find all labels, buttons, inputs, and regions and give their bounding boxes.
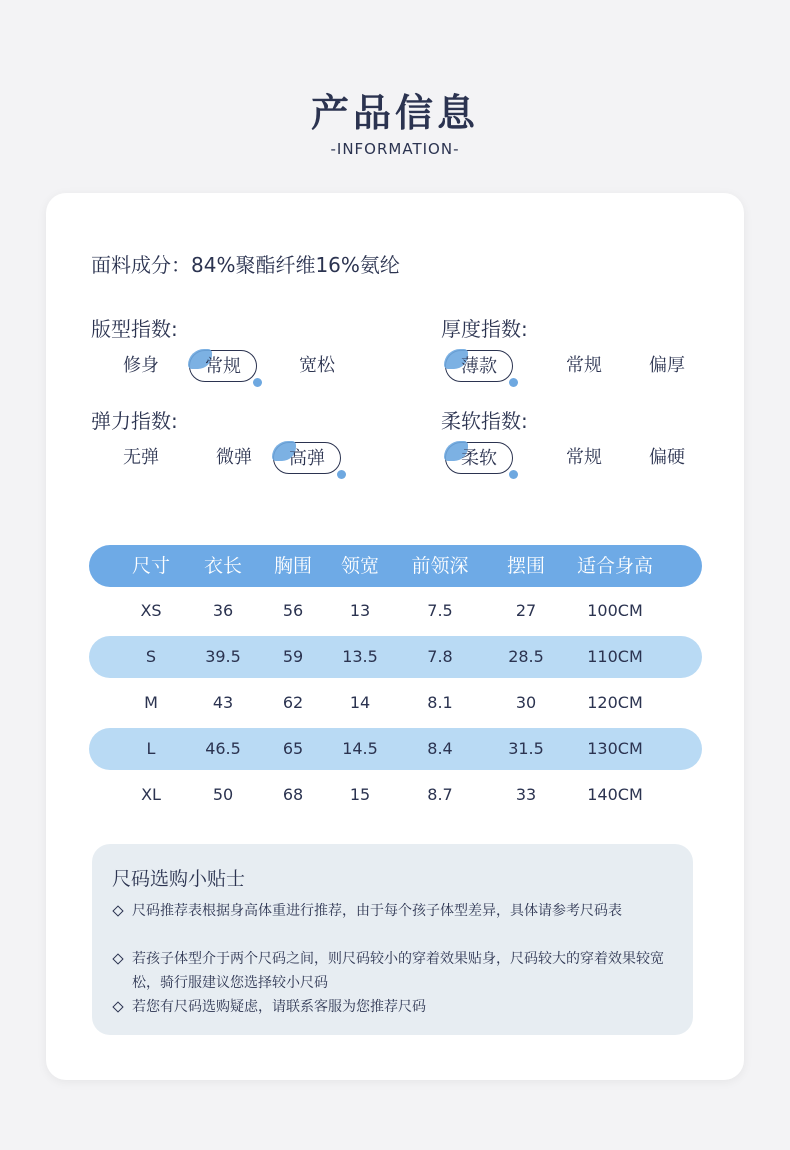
table-cell: 39.5	[205, 647, 241, 666]
tip-text: 若您有尺码选购疑虑，请联系客服为您推荐尺码	[132, 999, 426, 1015]
table-cell: 27	[515, 601, 537, 620]
table-cell: 31.5	[508, 739, 544, 758]
index-option-selected	[273, 442, 341, 474]
table-cell: 15	[349, 785, 371, 804]
index-option-selected	[445, 350, 513, 382]
table-cell: 140CM	[587, 785, 643, 804]
table-cell: 14	[349, 693, 371, 712]
table-cell: 50	[212, 785, 234, 804]
size-table-header-cell: 前领深	[411, 555, 469, 577]
table-row	[89, 728, 702, 770]
index-title: 版型指数:	[91, 317, 178, 341]
table-cell: XS	[140, 601, 162, 620]
highlight-dot-icon	[509, 378, 518, 387]
highlight-dot-icon	[337, 470, 346, 479]
table-cell: 46.5	[205, 739, 241, 758]
index-option: 宽松	[299, 355, 335, 376]
table-cell: 33	[515, 785, 537, 804]
table-cell: 8.7	[427, 785, 453, 804]
table-cell: 14.5	[342, 739, 378, 758]
tip-text: 若孩子体型介于两个尺码之间，则尺码较小的穿着效果贴身，尺码较大的穿着效果较宽松，骑行服建议您选择较小尺码	[132, 951, 664, 991]
page-subtitle: -INFORMATION-	[330, 140, 460, 158]
table-row	[89, 590, 702, 632]
index-title: 柔软指数:	[441, 409, 528, 433]
size-table-header-cell: 胸围	[273, 555, 313, 577]
size-table-header-cell: 适合身高	[576, 555, 654, 577]
elasticity-index	[91, 408, 391, 478]
index-option-selected	[445, 442, 513, 474]
size-table-header-cell: 摆围	[506, 555, 546, 577]
index-option: 常规	[566, 447, 602, 468]
index-option-label: 柔软	[461, 448, 497, 469]
index-options	[441, 350, 741, 386]
table-row	[89, 774, 702, 816]
index-option: 常规	[566, 355, 602, 376]
table-cell: 7.8	[427, 647, 453, 666]
table-cell: 28.5	[508, 647, 544, 666]
table-cell: 13	[349, 601, 371, 620]
tip-item	[112, 995, 672, 1019]
table-cell: 43	[212, 693, 234, 712]
size-tips	[92, 844, 693, 1035]
table-cell: L	[146, 739, 156, 758]
index-option: 偏厚	[649, 355, 685, 376]
size-table-header-cell: 领宽	[340, 555, 380, 577]
index-options	[441, 442, 741, 478]
tip-item	[112, 947, 672, 995]
table-cell: M	[144, 693, 158, 712]
index-option: 修身	[123, 355, 159, 376]
index-option: 微弹	[216, 447, 252, 468]
table-cell: XL	[141, 785, 161, 804]
index-title: 厚度指数:	[441, 317, 528, 341]
size-table-header	[89, 545, 702, 587]
index-option-label: 薄款	[461, 356, 497, 377]
tips-title: 尺码选购小贴士	[112, 868, 246, 890]
table-cell: 65	[282, 739, 304, 758]
index-option: 无弹	[123, 447, 159, 468]
fabric-composition: 面料成分：84%聚酯纤维16%氨纶	[91, 253, 400, 277]
tip-text: 尺码推荐表根据身高体重进行推荐，由于每个孩子体型差异，具体请参考尺码表	[132, 903, 622, 919]
highlight-dot-icon	[509, 470, 518, 479]
table-cell: 110CM	[587, 647, 643, 666]
index-option-selected	[189, 350, 257, 382]
index-option-label: 高弹	[289, 448, 325, 469]
tip-item	[112, 899, 672, 923]
fit-index	[91, 316, 391, 386]
table-cell: 8.4	[427, 739, 453, 758]
table-cell: 30	[515, 693, 537, 712]
table-cell: 7.5	[427, 601, 453, 620]
table-cell: 56	[282, 601, 304, 620]
table-cell: 8.1	[427, 693, 453, 712]
index-options	[91, 442, 391, 478]
thickness-index	[441, 316, 741, 386]
table-cell: 62	[282, 693, 304, 712]
index-options	[91, 350, 391, 386]
softness-index	[441, 408, 741, 478]
table-cell: 130CM	[587, 739, 643, 758]
highlight-dot-icon	[253, 378, 262, 387]
index-option: 偏硬	[649, 447, 685, 468]
table-row	[89, 636, 702, 678]
index-title: 弹力指数:	[91, 409, 178, 433]
table-cell: 100CM	[587, 601, 643, 620]
table-cell: S	[145, 647, 157, 666]
table-cell: 13.5	[342, 647, 378, 666]
table-cell: 59	[282, 647, 304, 666]
index-option-label: 常规	[205, 356, 241, 377]
table-cell: 36	[212, 601, 234, 620]
page-title: 产品信息	[310, 91, 479, 135]
size-table-header-cell: 衣长	[203, 555, 243, 577]
table-row	[89, 682, 702, 724]
size-table-header-cell: 尺寸	[131, 555, 171, 577]
table-cell: 120CM	[587, 693, 643, 712]
product-info-card	[46, 193, 744, 1080]
table-cell: 68	[282, 785, 304, 804]
